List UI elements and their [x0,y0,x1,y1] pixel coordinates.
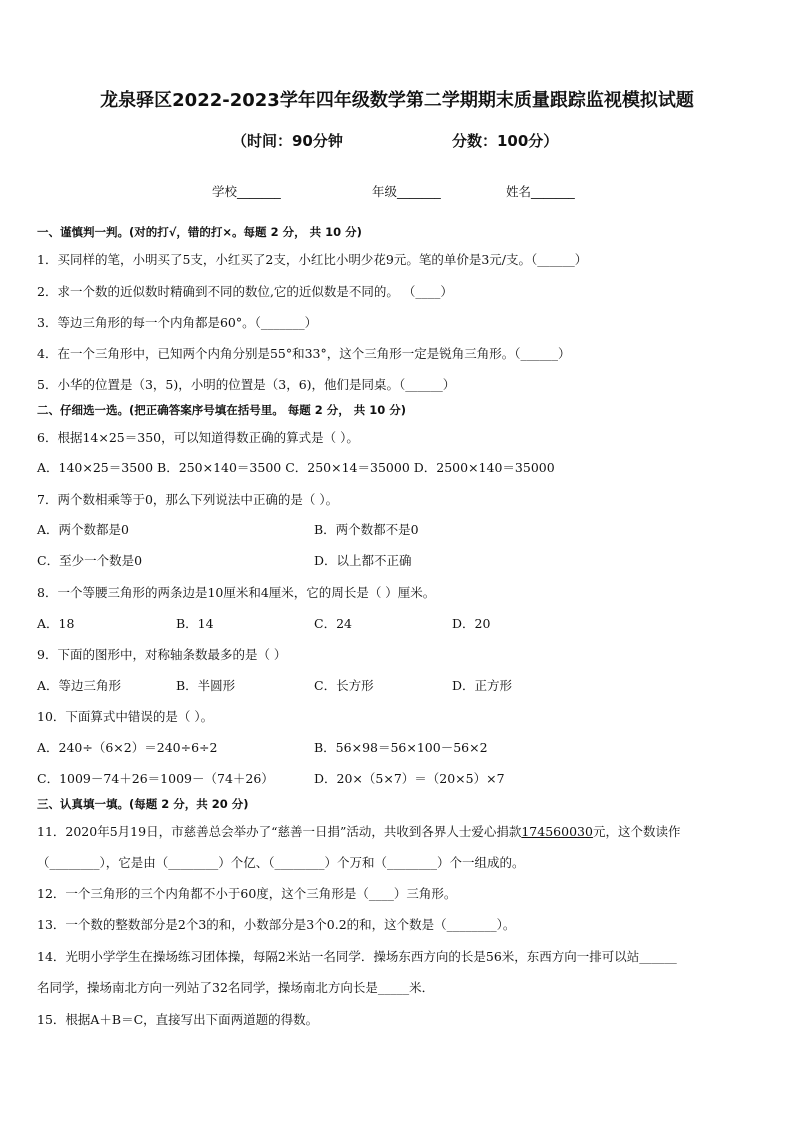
question-13: 13．一个数的整数部分是2个3的和，小数部分是3个0.2的和，这个数是（________）。 [37,917,516,932]
section1-heading: 一、谨慎判一判。(对的打√，错的打×。每题 2 分， 共 10 分) [37,225,362,239]
question-1: 1．买同样的笔，小明买了5支，小红买了2支，小红比小明少花9元。笔的单价是3元/支。（______） [37,252,588,267]
question-11-text-a: 11．2020年5月19日，市慈善总会举办了“慈善一日捐”活动，共收到各界人士爱心捐款 [37,824,522,839]
question-10-option-b: B．56×98＝56×100－56×2 [314,740,488,755]
exam-score: 分数：100分） [452,132,559,150]
question-12: 12．一个三角形的三个内角都不小于60度，这个三角形是（____）三角形。 [37,886,457,901]
exam-time: （时间：90分钟 [232,132,343,150]
question-14-line2: 名同学，操场南北方向一列站了32名同学，操场南北方向长是_____米． [37,980,435,995]
question-6: 6．根据14×25＝350，可以知道得数正确的算式是（ ）。 [37,430,359,445]
question-9-option-d: D．正方形 [452,678,513,693]
question-9: 9．下面的图形中，对称轴条数最多的是（ ） [37,647,287,662]
question-8-option-a: A．18 [37,616,75,631]
question-10-option-c: C．1009－74＋26＝1009－（74＋26） [37,771,274,786]
question-3: 3．等边三角形的每一个内角都是60°。（_______） [37,315,318,330]
question-7-option-a: A．两个数都是0 [37,522,129,537]
question-10-option-a: A．240÷（6×2）＝240÷6÷2 [37,740,218,755]
question-4: 4．在一个三角形中，已知两个内角分别是55°和33°，这个三角形一定是锐角三角形。（______） [37,346,571,361]
question-9-option-b: B．半圆形 [176,678,236,693]
donation-amount: 174560030 [521,824,593,839]
question-11-line2: （________），它是由（________）个亿、（________）个万和（________）个一组成的。 [37,855,525,870]
section2-heading: 二、仔细选一选。(把正确答案序号填在括号里。 每题 2 分， 共 10 分) [37,403,407,417]
question-7-option-c: C．至少一个数是0 [37,553,143,568]
question-9-option-a: A．等边三角形 [37,678,122,693]
question-15: 15．根据A＋B＝C，直接写出下面两道题的得数。 [37,1012,319,1027]
question-5: 5．小华的位置是（3，5)，小明的位置是（3，6)，他们是同桌。（______） [37,377,456,392]
question-6-options: A．140×25＝3500 B．250×140＝3500 C．250×14＝35000 D．2500×140＝35000 [37,460,555,475]
name-field: 姓名_______ [506,184,575,199]
question-11-text-b: 元，这个数读作 [592,824,681,839]
grade-field: 年级_______ [372,184,441,199]
exam-title: 龙泉驿区2022-2023学年四年级数学第二学期期末质量跟踪监视模拟试题 [100,90,694,111]
section3-heading: 三、认真填一填。(每题 2 分，共 20 分) [37,797,249,811]
question-7: 7．两个数相乘等于0，那么下列说法中正确的是（ ）。 [37,492,339,507]
question-10-option-d: D．20×（5×7）＝（20×5）×7 [314,771,505,786]
school-field: 学校_______ [212,184,281,199]
question-10: 10．下面算式中错误的是（ ）。 [37,709,214,724]
question-8-option-d: D．20 [452,616,491,631]
question-14: 14．光明小学学生在操场练习团体操，每隔2米站一名同学．操场东西方向的长是56米，东西方向一排可以站______ [37,949,677,964]
question-11 [37,822,680,840]
question-2: 2．求一个数的近似数时精确到不同的数位,它的近似数是不同的。 （____） [37,284,453,299]
question-7-option-d: D．以上都不正确 [314,553,412,568]
question-8-option-b: B．14 [176,616,214,631]
question-9-option-c: C．长方形 [314,678,374,693]
question-8: 8．一个等腰三角形的两条边是10厘米和4厘米，它的周长是（ ）厘米。 [37,585,436,600]
question-7-option-b: B．两个数都不是0 [314,522,419,537]
question-8-option-c: C．24 [314,616,352,631]
